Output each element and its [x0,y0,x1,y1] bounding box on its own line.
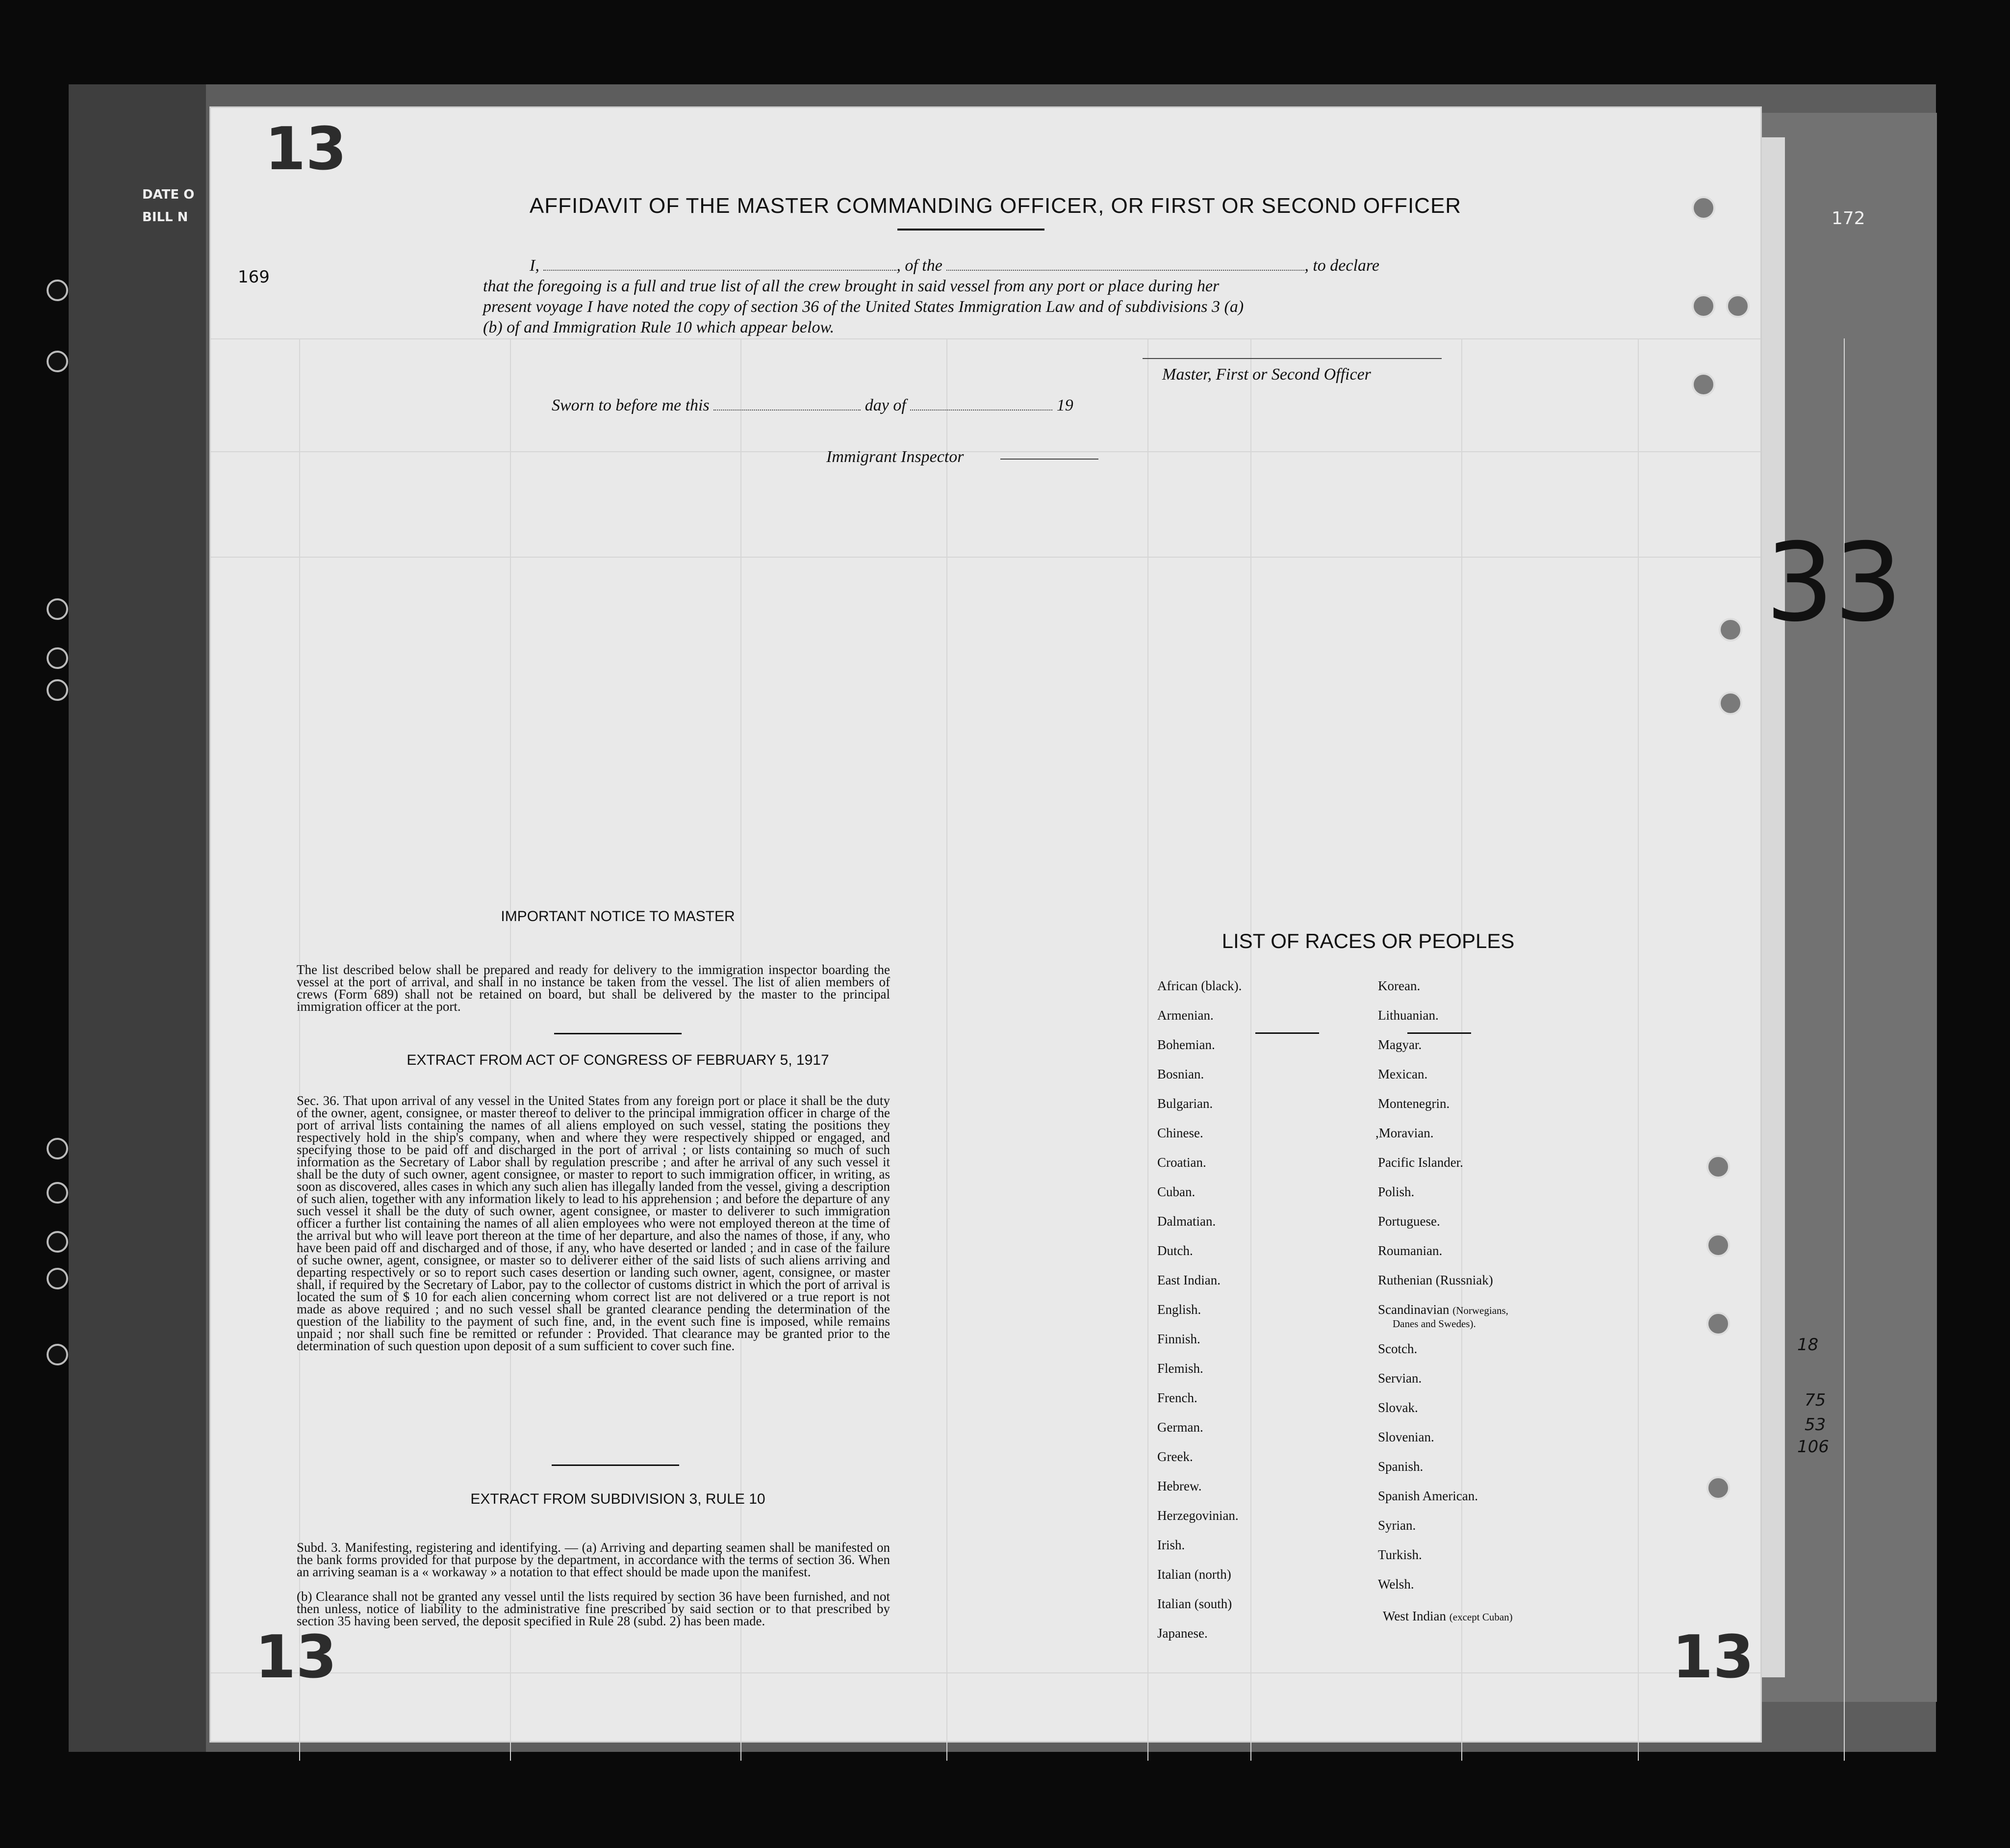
sheet-number-stamp-bottom-right: 13 [1672,1623,1754,1692]
race-item: Slovak. [1378,1400,1418,1415]
margin-tally: 75 [1805,1390,1826,1410]
act-divider [552,1464,679,1466]
race-item: Servian. [1378,1371,1422,1386]
binder-hole [47,280,68,301]
race-item: Bohemian. [1157,1037,1215,1052]
side-label-date: DATE O [142,187,195,202]
day-of-label: day of [865,396,906,414]
margin-tally: 18 [1797,1335,1819,1355]
race-item: Ruthenian (Russniak) [1378,1273,1493,1287]
race-item: French. [1157,1390,1197,1405]
form-punch-hole [1692,294,1715,318]
day-blank [713,410,861,411]
notice-text: The list described below shall be prepared and ready for delivery to the immigration inspector boarding the vessel at the port of arrival, and shall in no instance be taken from the vessel. The list of alien members of crews (Form 689) shall not be retained on board, but shall be delivered by the master to the principal immigration officer at the port. [297,962,890,1014]
margin-tally: 106 [1797,1437,1829,1457]
race-item: Armenian. [1157,1008,1214,1023]
affidavit-title: AFFIDAVIT OF THE MASTER COMMANDING OFFICER, OR FIRST OR SECOND OFFICER [529,194,1462,218]
affidavit-line-3: present voyage I have noted the copy of section 36 of the United States Immigration Law and of subdivisions 3 (a) [483,298,1244,316]
race-item: Chinese. [1157,1126,1203,1140]
name-blank [543,270,896,271]
binder-hole [47,1182,68,1204]
binder-hole [47,1344,68,1365]
race-item: Japanese. [1157,1626,1208,1641]
inspector-line [1000,459,1098,460]
races-divider-left [1255,1032,1319,1034]
handwritten-fragment: 169 [238,267,270,287]
race-item: Hebrew. [1157,1479,1202,1493]
race-item: Korean. [1378,978,1421,993]
form-punch-hole [1692,196,1715,220]
race-item: Mexican. [1378,1067,1428,1081]
race-item: Italian (north) [1157,1567,1231,1582]
rule-text-b: (b) Clearance shall not be granted any vessel until the lists required by section 36 have been furnished, and not then unless, notice of liability to the administrative fine prescribed by said section or to that prescribed by section 35 having been served, the deposit specified in Rule 28 (subd. 2) has been made. [297,1589,890,1628]
inspector-label: Immigrant Inspector [826,448,964,466]
race-west-indian-label: West Indian [1383,1609,1447,1623]
year-label: 19 [1056,396,1073,414]
binder-hole [47,1231,68,1253]
race-item: African (black). [1157,978,1242,993]
signature-line [1143,358,1442,359]
binder-strip [69,84,206,1752]
sheet-number-stamp-bottom-left: 13 [255,1623,337,1692]
affidavit-line-1 [530,255,1379,277]
race-scandinavian-note: (Norwegians, [1452,1305,1508,1316]
form-punch-hole [1706,1155,1730,1179]
form-punch-hole [1706,1312,1730,1335]
race-item: Dalmatian. [1157,1214,1216,1229]
race-item: Irish. [1157,1538,1185,1552]
affidavit-line-4: (b) of and Immigration Rule 10 which appear below. [483,318,835,336]
race-item: Finnish. [1157,1332,1200,1346]
binder-hole [47,1138,68,1159]
form-punch-hole [1692,373,1715,396]
race-item: Spanish American. [1378,1489,1478,1503]
race-item: ,Moravian. [1375,1126,1434,1140]
race-item: East Indian. [1157,1273,1221,1287]
race-item: Bulgarian. [1157,1096,1213,1111]
title-divider [897,229,1044,231]
race-west-indian-note: (except Cuban) [1449,1611,1513,1623]
side-label-bill: BILL N [142,210,188,225]
race-item: Spanish. [1378,1459,1424,1474]
notice-divider [554,1033,682,1034]
race-item: Magyar. [1378,1037,1422,1052]
form-punch-hole [1719,618,1742,642]
affidavit-line-2: that the foregoing is a full and true list of all the crew brought in said vessel from any port or place during her [483,277,1220,295]
signature-label: Master, First or Second Officer [1162,365,1371,384]
race-item: Bosnian. [1157,1067,1204,1081]
form-punch-hole [1706,1476,1730,1500]
vessel-blank [946,270,1304,271]
handwritten-page-number: 172 [1832,208,1865,229]
race-item: Syrian. [1378,1518,1416,1533]
race-scandinavian-label: Scandinavian [1378,1302,1450,1317]
races-divider-right [1407,1032,1471,1034]
form-punch-hole [1706,1233,1730,1257]
race-item: Lithuanian. [1378,1008,1439,1023]
sworn-text [552,395,1073,416]
races-heading: LIST OF RACES OR PEOPLES [1221,929,1515,952]
act-heading: EXTRACT FROM ACT OF CONGRESS OF FEBRUARY 5, 1917 [407,1052,829,1068]
race-item: German. [1157,1420,1203,1435]
race-item: Greek. [1157,1449,1193,1464]
race-item: Italian (south) [1157,1596,1232,1611]
rule-heading: EXTRACT FROM SUBDIVISION 3, RULE 10 [470,1491,765,1507]
binder-hole [47,598,68,620]
race-scandinavian-note-2: Danes and Swedes). [1393,1318,1476,1330]
race-item: Montenegrin. [1378,1096,1450,1111]
sheet-number-stamp-top: 13 [265,115,347,183]
sworn-label: Sworn to before me this [552,396,710,414]
affidavit-i: I, [530,257,539,275]
race-item: Roumanian. [1378,1243,1443,1258]
race-item: Cuban. [1157,1184,1196,1199]
race-item: Herzegovinian. [1157,1508,1239,1523]
binder-hole [47,679,68,701]
form-punch-hole [1719,692,1742,715]
affidavit-to-declare: , to declare [1304,257,1379,275]
race-item: Polish. [1378,1184,1415,1199]
race-item: Welsh. [1378,1577,1414,1591]
notice-heading: IMPORTANT NOTICE TO MASTER [501,908,735,924]
handwritten-large-digits: 33 [1765,520,1903,645]
margin-tally: 53 [1805,1415,1826,1435]
act-text: Sec. 36. That upon arrival of any vessel in the United States from any foreign port or place it shall be the duty of the owner, agent, consignee, or master thereof to deliver to the principal immigration officer in charge of the port of arrival lists containing the names of all aliens employed on such vessel, stating the positions they respectively hold in the ship's company, when and where they were respectively shipped or engaged, and specifying those to be paid off and discharged in the port of arrival ; or lists containing so much of such information as the Secretary of Labor shall by regulation prescribe ; and after he arrival of any such vessel it shall be the duty of such owner, agent consignee, or master to report to such immigration officer, in writing, as soon as discovered, alles cases in which any such alien has illegally landed from the vessel, giving a description of such alien, together with any information likely to lead to his apprehension ; and before the departure of any such vessel it shall be the duty of such owner, agent consignee, or master to deliverer to such immigration officer a further list containing the names of all alien employees who were not employed thereon at the time of the arrival but who will leave port thereon at the time of her departure, and also the names of those, if any, who have been paid off and discharged and of those, if any, who have deserted or landed ; and in case of the failure of suche owner, agent, consignee, or master so to deliverer either of the said lists of such aliens arriving and departing respectively or so to report such cases desertion or landing such owner, agent, consignee, or master shall, if required by the Secretary of Labor, pay to the collector of customs district in which the port of arrival is located the sum of $ 10 for each alien concerning whom correct list are not delivered or a true report is not made as above required ; and no such vessel shall be granted clearance pending the determination of the question of the liability to the payment of such fine, and, in the event such fine is imposed, while remains unpaid ; nor shall such fine be remitted or refunder : Provided. That clearance may be granted prior to the determination of such question upon deposit of a sum sufficient to cover such fine. [297,1093,890,1353]
form-punch-hole [1726,294,1750,318]
affidavit-of-the: , of the [896,257,942,275]
race-item: Slovenian. [1378,1430,1434,1444]
race-item-west-indian [1383,1609,1513,1624]
race-item: Croatian. [1157,1155,1206,1170]
race-item: English. [1157,1302,1201,1317]
race-item: Dutch. [1157,1243,1193,1258]
binder-hole [47,647,68,669]
race-item: Flemish. [1157,1361,1203,1376]
binder-hole [47,351,68,372]
race-item: Pacific Islander. [1378,1155,1463,1170]
rule-text-a: Subd. 3. Manifesting, registering and identifying. — (a) Arriving and departing seamen shall be manifested on the bank forms provided for that purpose by the department, in accordance with the terms of section 36. When an arriving seaman is a « workaway » a notation to that effect should be made upon the manifest. [297,1540,890,1579]
race-item: Turkish. [1378,1547,1422,1562]
race-item: Scotch. [1378,1341,1418,1356]
race-item: Portuguese. [1378,1214,1440,1229]
month-blank [910,410,1052,411]
binder-hole [47,1268,68,1289]
